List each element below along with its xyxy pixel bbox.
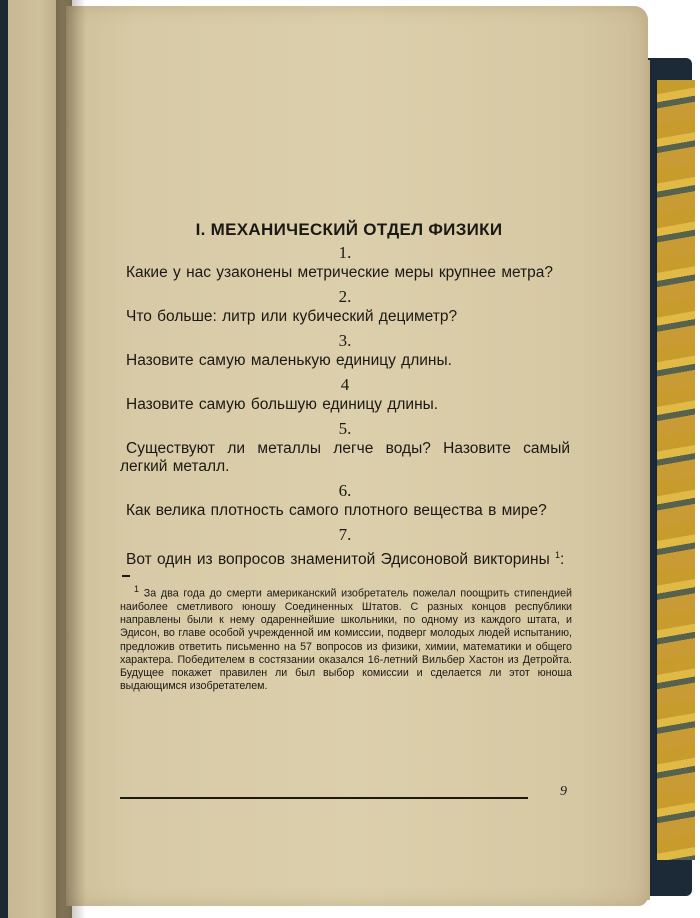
question-number: 2.	[338, 287, 352, 306]
question-number: 7.	[338, 525, 352, 544]
question-number: 4	[340, 375, 350, 394]
question-text: Вот один из вопросов знаменитой Эдисоновой викторины $^1$:	[126, 550, 565, 569]
question-text: Какие у нас узаконены метрические меры крупнее метра?	[126, 264, 554, 281]
footnote-ref: 1	[555, 550, 561, 560]
bottom-rule	[120, 797, 528, 799]
question-text: Существуют ли металлы легче воды? Назовите самый легкий металл.	[120, 440, 570, 475]
footnote-text: За два года до смерти американский изобретатель пожелал поощрить стипендией наиболее сметливого юношу Соединенных Штатов. С разных концов республики направлены были к нему одареннейшие школьники, по одному из каждого штата, и Эдисон, во главе особой учрежденной им комиссии, подверг молодых людей испытанию, предложив ответить письменно на 57 вопросов из физики, химии, математики и общего характера. Победителем в состязании оказался 16-летний Вильбер Хастон из Детройта. Будущее покажет правилен ли был выбор комиссии и сделается ли этот юноша выдающимся изобретателем.	[120, 587, 572, 693]
left-cover-edge	[0, 0, 8, 918]
footnote-rule	[122, 575, 130, 577]
question-number: 6.	[338, 481, 352, 500]
question-number: 3.	[338, 331, 352, 350]
footnote-marker: 1	[134, 584, 140, 595]
question-text: Как велика плотность самого плотного вещества в мире?	[126, 502, 547, 519]
footnote	[120, 583, 572, 693]
marbled-page-edge	[655, 80, 695, 860]
page-content	[120, 220, 570, 693]
page-number: 9	[560, 784, 567, 799]
question-text: Что больше: литр или кубический дециметр?	[126, 308, 458, 325]
question-number: 1.	[338, 243, 352, 262]
question-number: 5.	[338, 419, 352, 438]
question-text: Назовите самую маленькую единицу длины.	[126, 352, 452, 369]
chapter-title: I. МЕХАНИЧЕСКИЙ ОТДЕЛ ФИЗИКИ	[195, 220, 503, 239]
question-text: Назовите самую большую единицу длины.	[126, 396, 439, 413]
spine-shadow	[56, 0, 86, 918]
question-text-body: Вот один из вопросов знаменитой Эдисоновой викторины	[126, 551, 550, 569]
